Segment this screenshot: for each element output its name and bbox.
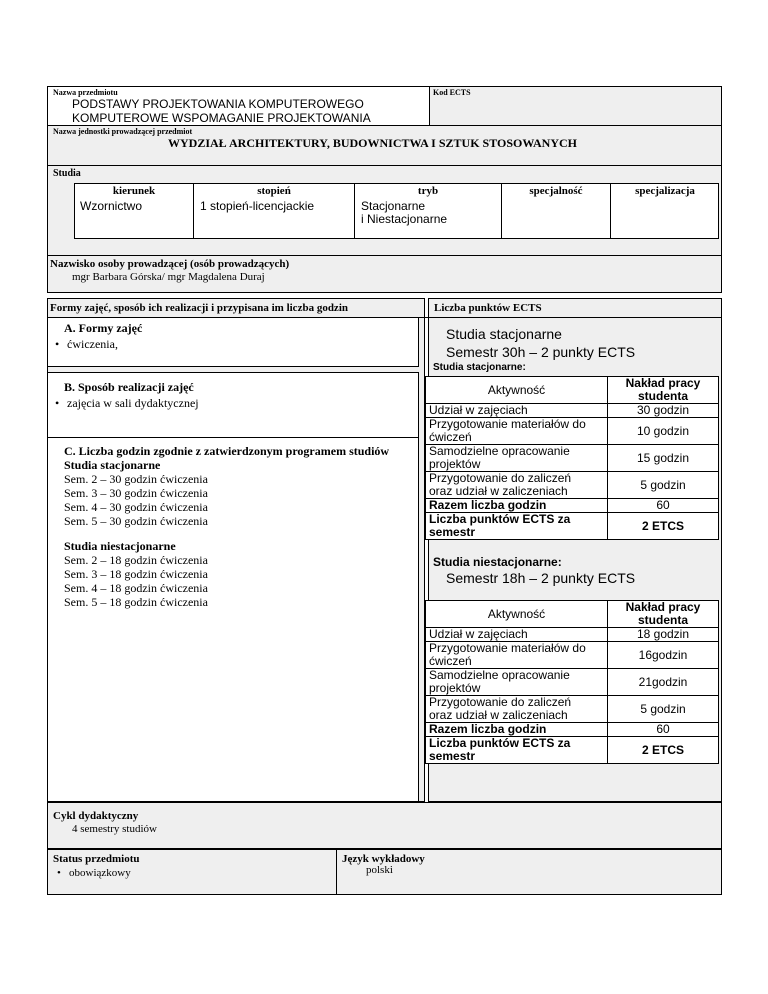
table-row: Przygotowanie do zaliczeń oraz udział w zaliczeniach 5 godzin (426, 696, 719, 723)
studies-tryb-value-2: i Niestacjonarne (361, 212, 448, 226)
ects-stat-table (425, 376, 719, 540)
ects-header: Liczba punktów ECTS (434, 302, 542, 314)
section-c-niestat-line: Sem. 4 – 18 godzin ćwiczenia (64, 581, 208, 595)
ects-stat-heading: Studia stacjonarne (446, 326, 562, 342)
section-c-stat-line: Sem. 3 – 30 godzin ćwiczenia (64, 486, 208, 500)
table-row: Przygotowanie do zaliczeń oraz udział w zaliczeniach 5 godzin (426, 472, 719, 499)
table-row: Razem liczba godzin 60 (426, 499, 719, 513)
studies-header-specjalnosc: specjalność (529, 185, 583, 197)
studies-header-stopien: stopień (257, 185, 291, 197)
section-c-niestat-line: Sem. 2 – 18 godzin ćwiczenia (64, 553, 208, 567)
section-c-niestat-line: Sem. 3 – 18 godzin ćwiczenia (64, 567, 208, 581)
cycle-label: Cykl dydaktyczny (53, 810, 139, 822)
unit-label: Nazwa jednostki prowadzącej przedmiot (53, 127, 193, 136)
ects-niestat-semester: Semestr 18h – 2 punkty ECTS (446, 570, 636, 586)
section-c-niestat-title: Studia niestacjonarne (64, 539, 176, 553)
ects-code-cell (429, 86, 722, 126)
ects-niestat-col2-line1: Nakład pracy (625, 600, 701, 614)
section-c-title: C. Liczba godzin zgodnie z zatwierdzonym programem studiów (64, 444, 390, 458)
table-row: Udział w zajęciach 30 godzin (426, 404, 719, 418)
studies-label: Studia (53, 168, 81, 179)
section-c-stat-title: Studia stacjonarne (64, 458, 161, 472)
section-c-stat-line: Sem. 2 – 30 godzin ćwiczenia (64, 472, 208, 486)
unit-value: WYDZIAŁ ARCHITEKTURY, BUDOWNICTWA I SZTUK STOSOWANYCH (168, 136, 578, 150)
cycle-value: 4 semestry studiów (72, 823, 157, 835)
studies-tryb-value-1: Stacjonarne (361, 199, 426, 213)
language-label: Język wykładowy (342, 853, 425, 865)
ects-niestat-col2-line2: studenta (637, 613, 688, 627)
studies-kierunek-value: Wzornictwo (80, 199, 143, 213)
language-value: polski (366, 864, 393, 876)
status-item: • obowiązkowy (57, 866, 131, 880)
section-c-stat-line: Sem. 4 – 30 godzin ćwiczenia (64, 500, 208, 514)
table-row: Udział w zajęciach 18 godzin (426, 628, 719, 642)
subject-name-line2: KOMPUTEROWE WSPOMAGANIE PROJEKTOWANIA (72, 111, 371, 125)
teachers-label: Nazwisko osoby prowadzącej (osób prowadzących) (50, 258, 290, 270)
ects-stat-col2-line1: Nakład pracy (625, 376, 701, 390)
studies-header-kierunek: kierunek (112, 185, 156, 197)
subject-name-label: Nazwa przedmiotu (53, 88, 118, 97)
section-c-stat-line: Sem. 5 – 30 godzin ćwiczenia (64, 514, 208, 528)
section-b-item: • zajęcia w sali dydaktycznej (55, 396, 199, 410)
section-b-title: B. Sposób realizacji zajęć (64, 380, 194, 394)
section-a-title: A. Formy zajęć (64, 321, 143, 335)
ects-stat-sublabel: Studia stacjonarne: (433, 362, 526, 373)
table-row: Samodzielne opracowanie projektów 21godzin (426, 669, 719, 696)
section-c-niestat-line: Sem. 5 – 18 godzin ćwiczenia (64, 595, 208, 609)
ects-niestat-table (425, 600, 719, 764)
table-row: Liczba punktów ECTS za semestr 2 ETCS (426, 513, 719, 540)
ects-niestat-heading: Studia niestacjonarne: (433, 555, 562, 569)
status-label: Status przedmiotu (53, 853, 140, 865)
ects-stat-col1: Aktywność (426, 377, 608, 404)
ects-stat-semester: Semestr 30h – 2 punkty ECTS (446, 344, 636, 360)
table-row: Przygotowanie materiałów do ćwiczeń 16godzin (426, 642, 719, 669)
table-row: Przygotowanie materiałów do ćwiczeń 10 godzin (426, 418, 719, 445)
ects-stat-col2-line2: studenta (637, 389, 688, 403)
ects-code-label: Kod ECTS (433, 88, 471, 97)
table-row: Samodzielne opracowanie projektów 15 godzin (426, 445, 719, 472)
studies-stopien-value: 1 stopień-licencjackie (200, 199, 315, 213)
studies-header-specjalizacja: specjalizacja (635, 185, 695, 197)
teachers-value: mgr Barbara Górska/ mgr Magdalena Duraj (72, 271, 265, 283)
table-row: Razem liczba godzin 60 (426, 723, 719, 737)
subject-name-line1: PODSTAWY PROJEKTOWANIA KOMPUTEROWEGO (72, 97, 364, 111)
section-a-item: • ćwiczenia, (55, 337, 118, 351)
forms-header: Formy zajęć, sposób ich realizacji i przypisana im liczba godzin (50, 302, 348, 314)
table-row: Liczba punktów ECTS za semestr 2 ETCS (426, 737, 719, 764)
studies-header-tryb: tryb (417, 185, 439, 197)
ects-niestat-col1: Aktywność (426, 601, 608, 628)
